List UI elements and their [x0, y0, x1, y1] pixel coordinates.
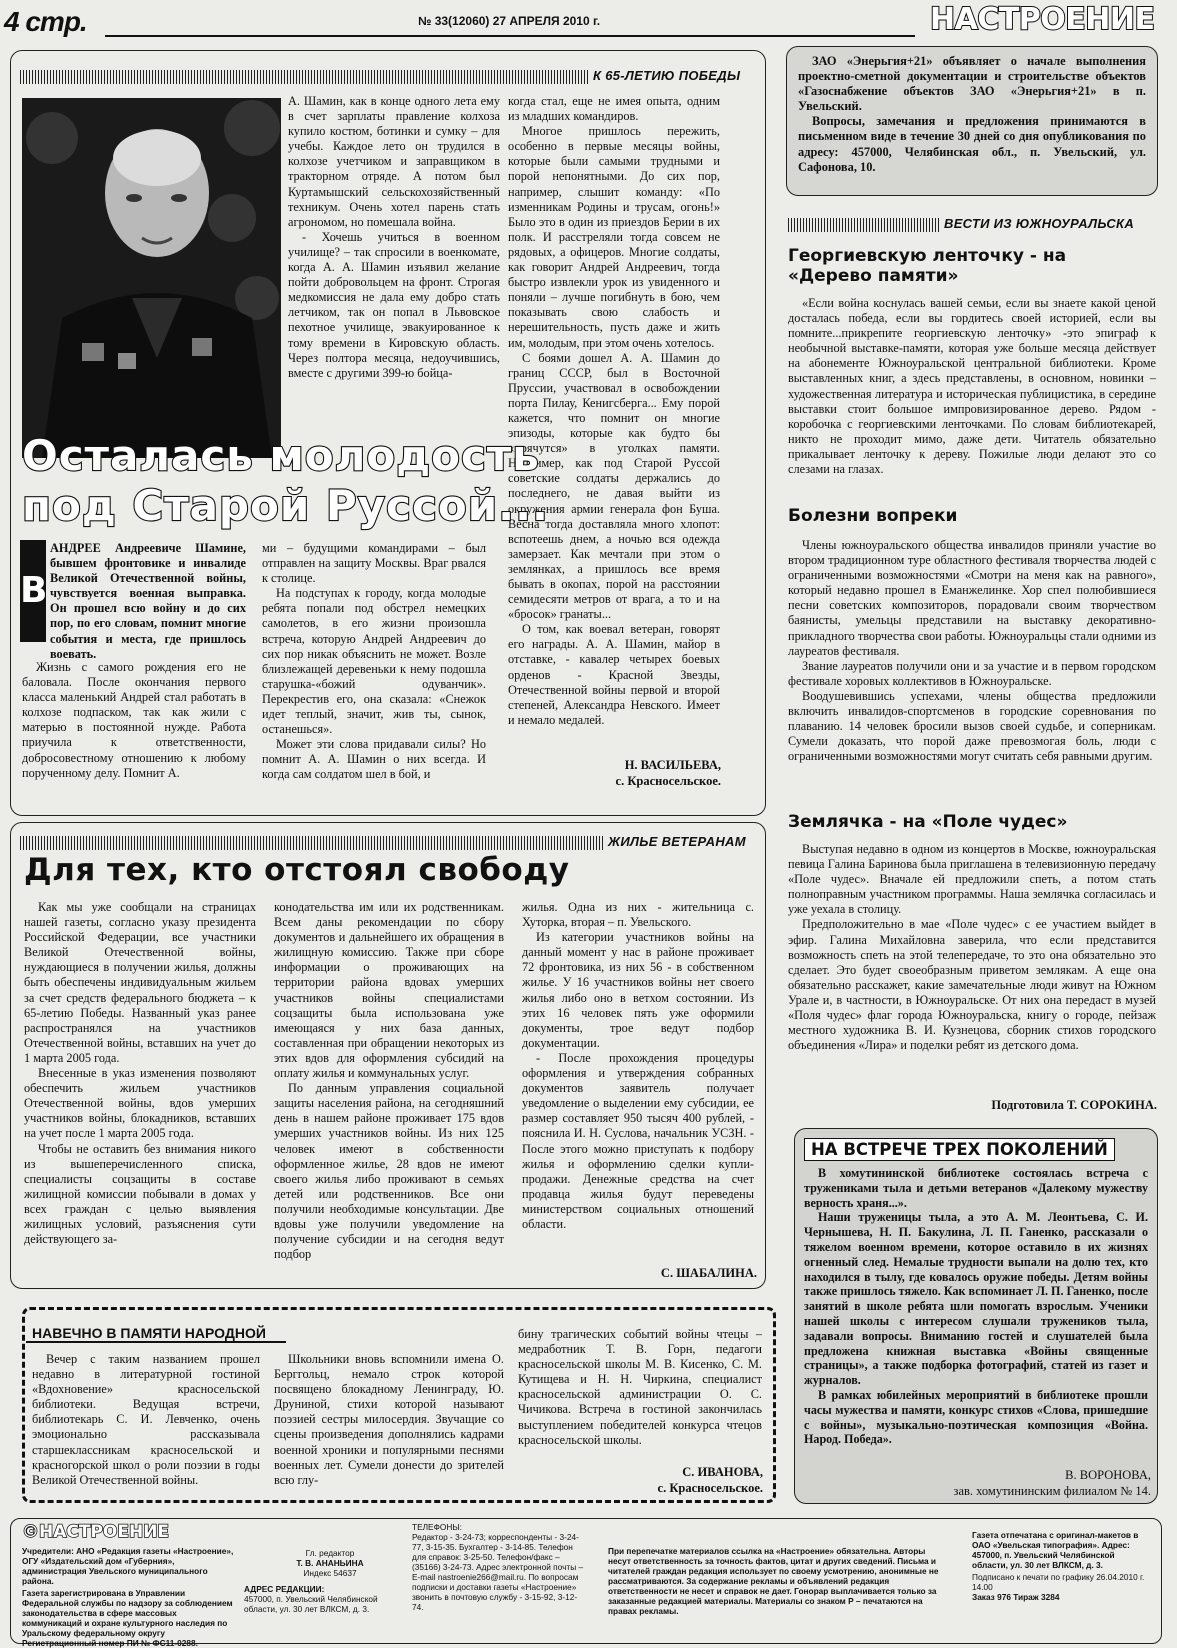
article-paragraph: жилья. Одна из них - жительница с. Хуторка, вторая – п. Увельского. — [522, 900, 754, 930]
page-number: 4 стр. — [4, 6, 87, 37]
order-text: Заказ 976 Тираж 3284 — [972, 1592, 1060, 1602]
south-text-1 — [788, 296, 1156, 477]
phones-label: ТЕЛЕФОНЫ: — [412, 1522, 462, 1532]
article-paragraph: Многое пришлось пережить, особенно в первые месяцы войны, которые были самыми трудными и порой непонятными. До сих пор, например, слышит команду: «По изменникам Родины и трусам, огонь!» Было это в один из приездов Берии в их полк. И расстреляли тогда совсем не рядовых, а офицеров. Многие солдаты, как говорит Андрей Андреевич, тогда быстро извлекли урок из увиденного и поняли – лучше погибнуть в бою, чем показывать свою слабость и нерешительность, пусть даже и жить им, молодым, при этом очень хотелось. — [508, 124, 720, 350]
drop-cap: В — [20, 540, 46, 642]
issue-line: № 33(12060) 27 АПРЕЛЯ 2010 г. — [418, 14, 601, 28]
article-paragraph: Школьники вновь вспомнили имена О. Берггольц, немало строк которой посвящено блокадному Ленинграду, Ю. Друниной, стихи которой называют поэзией сестры милосердия. Звучащие со сцены произведения дополнялись кадрами военной хроники и популярными песнями военных лет. Сумели донести до зрителей всю глу- — [274, 1352, 504, 1487]
editor-name: Т. В. АНАНЬИНА — [296, 1558, 364, 1568]
header-rule — [105, 35, 915, 37]
generations-title: НА ВСТРЕЧЕ ТРЕХ ПОКОЛЕНИЙ — [804, 1138, 1115, 1161]
article-paragraph: С боями дошел А. А. Шамин до границ СССР, был в Восточной Пруссии, участвовал в освобождении порта Пилау, Кенигсберга... Ему порой кажется, что помнит он многие эпизоды, которые как будто бы «прячутся» в уголках памяти. Например, как под Старой Руссой советские солдаты держались до последнего, не давая выйти из окружения армии генерала фон Буша. Весна тогда доставляла много хлопот: вспотеешь днем, а ночью вся одежда замерзает. Как мечтали при этом о землянках, а пришлось все время бывать в окопах, порой на расстоянии семидесяти метров от врага, а то и на «бросок» гранаты... — [508, 350, 720, 622]
registration-text: Газета зарегистрирована в Управлении Федеральной службы по надзору за соблюдением законодательства в сфере массовых коммуникаций и охране культурного наследия по Уральскому федеральному округу — [22, 1588, 233, 1638]
article-paragraph: Как мы уже сообщали на страницах нашей газеты, согласно указу президента Российской Федерации, все участники Великой Отечественной войны, нуждающиеся в получении жилья, должны быть обеспечены индивидуальным жильем за счет средств федерального бюджета – к 65-летию Победы. Названный указ ранее распространялся на участников Отечественной войны, вставших на учет до 1 марта 2005 года. — [24, 900, 256, 1065]
article-paragraph: В рамках юбилейных мероприятий в библиотеке прошли часы мужества и памяти, конкурс стихов «Слова, пришедшие с войны», музыкально-поэтическая композиция «Война. Народ. Победа». — [804, 1387, 1148, 1447]
memory-rubric: НАВЕЧНО В ПАМЯТИ НАРОДНОЙ — [28, 1325, 270, 1341]
footer-logo: ©НАСТРОЕНИЕ — [22, 1522, 170, 1542]
article-title-line1: Осталась молодость — [22, 431, 540, 480]
photo-illustration-icon — [22, 98, 281, 458]
south-author: Подготовила Т. СОРОКИНА. — [991, 1098, 1157, 1112]
article-paragraph: бину трагических событий войны чтецы – медработник Т. В. Горн, педагоги красносельской школы М. В. Кисенко, С. М. Кутищева и Н. Н. Чиркина, специалист красносельской администрации О. С. Чичикова. Встреча в гостиной закончилась выступлением победителей конкурса чтецов красносельской школы. — [518, 1327, 762, 1447]
article-paragraph: Вечер с таким названием прошел недавно в литературной гостиной «Вдохновение» красносельской библиотеки. Ведущая встречи, библиотекарь С. И. Левченко, очень эмоционально рассказывала старшеклассникам красносельской и красногорской школ о роли поэзии в годы Великой Отечественной войны. — [32, 1352, 260, 1487]
generations-author: В. ВОРОНОВА, — [1065, 1468, 1151, 1482]
article-paragraph: Звание лауреатов получили они и за участие и в первом городском фестивале хоровых коллективов в Южноуральске. — [788, 658, 1156, 688]
south-heading-1: Георгиевскую ленточку - на «Дерево памяти» — [788, 246, 1067, 286]
article-paragraph: Внесенные в указ изменения позволяют обеспечить жильем участников Отечественной войны, вдов умерших участников войны, блокадников, вставших на учет после 1 марта 2005 года. — [24, 1066, 256, 1141]
author-name: Н. ВАСИЛЬЕВА, — [624, 758, 721, 772]
article-paragraph: На подступах к городу, когда молодые ребята попали под обстрел немецких самолетов, в его жизни произошла встреча, которую Андрей Андреевич до сих пор никак объяснить не может. Возле близлежащей деревеньки к нему подошла старушка-«божий одуванчик». Перекрестив его, она сказала: «Снежок идет теплый, значит, жив ты, сынок, останешься». — [262, 586, 486, 737]
footer-founders — [22, 1546, 234, 1648]
article-column-c2 — [22, 660, 246, 781]
article-paragraph: По данным управления социальной защиты населения района, на сегодняшний день в нашем районе проживает 175 вдов умерших участников войны. Из них 125 человек имеют в собственности оформленное жилье, 28 вдов не имеют своего жилья либо проживают в семьях детей или родственников. Все они получили необходимые консультации. Две вдовы уже получили уведомление на получение субсидии и на сегодня ведут подбор — [274, 1081, 504, 1262]
article-paragraph: конодательства им или их родственникам. Всем даны рекомендации по сбору документов и дальнейшего их обращения в жилищную комиссию. Также при сборе информации о проживающих на территории района вдовах умерших участников войны специалистами соцзащиты была использована уже имеющаяся у них база данных, составленная при обращении некоторых из этих вдов для оформления субсидий на оплату жилья и коммунальных услуг. — [274, 900, 504, 1081]
rubric-south: ВЕСТИ ИЗ ЮЖНОУРАЛЬСКА — [944, 216, 1135, 231]
article-paragraph: В хомутининской библиотеке состоялась встреча с тружениками тыла и детьми ветеранов «Далекому мужеству верность храня...». — [804, 1166, 1148, 1210]
generations-position: зав. хомутининским филиалом № 14. — [953, 1484, 1151, 1498]
south-heading-2: Болезни вопреки — [788, 506, 958, 526]
memory-column-1 — [32, 1352, 260, 1488]
article-paragraph: А. Шамин, как в конце одного лета ему в счет зарплаты правление колхоза купило костюм, ботинки и сумку – для учебы. Каждое лето он трудился в колхозе учетчиком и заправщиком в тракторном отряде. А потом был Куртамышский сельскохозяйственный техникум. Очень хотел парень стать агрономом, но помешала война. — [288, 94, 500, 229]
article-paragraph: Наши труженицы тыла, а это А. М. Леонтьева, С. И. Чернышева, Н. П. Бакулина, Л. П. Ганенко, рассказали о тяжелом военном времени, которое оставило в их жизнях огненный след. Немалые трудности выпали на долю тех, кто находился в тылу, где ковалось оружие победы. Детям войны также пришлось тяжело. Как вспоминает Л. П. Ганенко, после занятий в школе ребята шли помогать взрослым. Ученики нашей школы с интересом слушали тружеников тыла, задавали вопросы. Вниманию гостей и слушателей была предложена книжная выставка «Войны священные страницы», а также подборка фотографий, статей из газет и журналов. — [804, 1210, 1148, 1388]
article-paragraph: ми – будущими командирами – был отправлен на защиту Москвы. Враг рвался к столице. — [262, 541, 486, 586]
housing-title: Для тех, кто отстоял свободу — [24, 852, 570, 888]
founders-text: Учредители: АНО «Редакция газеты «Настроение», ОГУ «Издательский дом «Губерния», администрация Увельского муниципального района. — [22, 1546, 234, 1586]
memory-rubric-rule — [26, 1341, 286, 1343]
veteran-photo — [22, 98, 281, 458]
printed-text: Газета отпечатана с оригинал-макетов в ОАО «Увельская типография». Адрес: 457000, п. Увельский Челябинской области, ул. 30 лет ВЛКСМ, д. 3. — [972, 1530, 1139, 1570]
article-lead: АНДРЕЕ Андреевиче Шамине, бывшем фронтовике и инвалиде Великой Отечественной войны, чувствуется военная выправка. Он прошел всю войну и до сих пор, по его словам, помнит многие события и места, где пришлось воевать. — [50, 541, 246, 661]
notice-paragraph-2: Вопросы, замечания и предложения принимаются в письменном виде в течение 30 дней со дня опубликования по адресу: 457000, Челябинская обл., п. Увельский, ул. Сафонова, 10. — [798, 114, 1146, 174]
article-paragraph: когда стал, еще не имея опыта, одним из младших командиров. — [508, 94, 720, 124]
article-paragraph: Предположительно в мае «Поле чудес» с ее участием выйдет в эфир. Галина Михайловна заверила, что если представится возможность спеть на этой телепередаче, то это она обязательно это сделает. Это будет своеобразным приветом землякам. А еще она обязательно расскажет, какие замечательные люди живут на Южном Урале и, в частности, в Южноуральске. От них она передаст в музей «Поля чудес» флаг города Южноуральска, книгу о городе, пейзаж местного художника В. И. Кузнецова, сборник стихов городского объединения «Лира» и поделки ребят из детского дома. — [788, 917, 1156, 1053]
phones-text: Редактор - 3-24-73; корреспонденты - 3-24-77, 3-15-35. Бухгалтер - 3-14-85. Телефон для справок: 3-25-50. Телефон/факс – (35166) 3-24-73. Адрес электронной почты – E-mail nastroenie266@mail.ru. По вопросам подписки и доставки газеты «Настроение» звонить в почтовую службу - 3-15-92, 3-12-74. — [412, 1532, 584, 1612]
registration-number: Регистрационный номер ПИ № ФС11-0288. — [22, 1638, 198, 1648]
south-text-2 — [788, 538, 1156, 764]
article-title-line2: под Старой Руссой... — [22, 481, 549, 530]
article-paragraph: О том, как воевал ветеран, говорят его награды. А. А. Шамин, майор в отставке, - кавалер четырех боевых орденов - Красной Звезды, Отечественной войны первой и второй степеней, Александра Невского. Имеет и немало медалей. — [508, 622, 720, 727]
editor-label: Гл. редактор — [305, 1548, 355, 1558]
south-text-3 — [788, 842, 1156, 1053]
housing-author: С. ШАБАЛИНА. — [660, 1266, 757, 1280]
rubric-victory: К 65-ЛЕТИЮ ПОБЕДЫ — [593, 68, 741, 83]
south-heading-3: Землячка - на «Поле чудес» — [788, 812, 1068, 832]
rubric-bar — [788, 218, 940, 232]
memory-place: с. Красносельское. — [657, 1481, 763, 1495]
article-column-d — [262, 541, 486, 783]
footer-printed — [972, 1530, 1152, 1602]
address-text: 457000, п. Увельский Челябинской области, ул. 30 лет ВЛКСМ, д. 3. — [244, 1594, 378, 1614]
footer-address — [244, 1584, 404, 1614]
notice-paragraph-1: ЗАО «Энерьгия+21» объявляет о начале выполнения проектно-сметной документации и строительстве объектов «Газоснабжение объектов ЗАО «Энерьгия+21» в п. Увельский. — [798, 54, 1146, 114]
rubric-bar — [20, 836, 605, 850]
memory-column-3 — [518, 1327, 762, 1448]
article-column-c — [50, 541, 246, 662]
article-paragraph: Чтобы не оставить без внимания никого из вышеперечисленного списка, специалисты соцзащиты в составе жилищной комиссии побывали в домах у всех граждан с целью выявления жилищных условий, разъяснения сути действующего за- — [24, 1141, 256, 1247]
generations-text — [804, 1166, 1148, 1447]
article-paragraph: Может эти слова придавали силы? Но помнит А. А. Шамин о них всегда. И когда сам солдатом шел в бой, и — [262, 737, 486, 782]
article-paragraph: «Если война коснулась вашей семьи, если вы знаете какой ценой досталась победа, если вы гордитесь своей историей, если вы помните...прикрепите георгиевскую ленточку» -это эпиграф к необычной выставке-памяти, которая уже больше месяца действует на абонементе Южноуральской центральной библиотеки. Кроме выставленных книг, а здесь представлены, в основном, новинки – художественная литература и историческая публицистика, в середине выставки стоит большое импровизированное дерево. Рядом - коробочка с георгиевскими ленточками. По словам библиотекарей, никто не проходит мимо, даже дети. Читатель обязательно прикалывает ленточку к дереву. Пожилые люди делают это со слезами на глазах. — [788, 296, 1156, 477]
notice-text — [798, 54, 1146, 175]
article-column-a — [288, 94, 500, 381]
article-paragraph: Из категории участников войны на данный момент у нас в районе проживает 72 фронтовика, из них 56 - в собственном жилье. У 16 участников войны нет своего жилья либо оно в ветхом состоянии. Из этих 16 человек пять уже оформили документы, трое ведут подбор документации. — [522, 930, 754, 1050]
article-paragraph: - Хочешь учиться в военном училище? – так спросили в военкомате, когда А. А. Шамин изъявил желание пойти добровольцем на фронт. Строгая медкомиссия не дала ему добро стать летчиком, так он попал в Львовское пехотное училище, эвакуированное к тому времени в Кировскую область. Через полтора месяца, недоучившись, вместе с другими 399-ю бойца- — [288, 229, 500, 380]
article-paragraph: Жизнь с самого рождения его не баловала. После окончания первого класса маленький Андрей стал работать в колхозе подпаском, так как жили с матерью в постоянной нужде. Работа приучила к ответственности, добросовестному отношению к любому порученному делу. Помнит А. — [22, 660, 246, 780]
article-column-b — [508, 94, 720, 728]
footer-phones — [412, 1522, 588, 1612]
rubric-bar — [20, 70, 590, 84]
article-paragraph: - После прохождения процедуры оформления и утверждения собранных документов заявитель получает уведомление о выделении ему субсидии, ее размер составляет 950 тысяч 400 рублей, - пояснила И. Н. Суслова, начальник УСЗН. - После этого можно приступать к подбору жилья и оформлению сделки купли-продажи. Денежные средства на счет продавца жилья будут переведены министерством социальных отношений области. — [522, 1050, 754, 1231]
author-place: с. Красносельское. — [615, 774, 721, 788]
housing-column-1 — [24, 900, 256, 1247]
article-paragraph: Выступая недавно в одном из концертов в Москве, южноуральская певица Галина Баринова была приглашена в телевизионную передачу «Поле чудес». Вначале ей предложили спеть, а потом стать полноправным участником программы. Наша землячка согласилась и уже уехала в столицу. — [788, 842, 1156, 917]
memory-column-2 — [274, 1352, 504, 1488]
footer-reprint: При перепечатке материалов ссылка на «Настроение» обязательна. Авторы несут ответственность за точность фактов, цитат и других сведений. Письма и читателей граждан редакция использует по своему усмотрению, анонимные не рассматриваются. За содержание рекламы и объявлений редакция ответственности не несет и справок не дает. Гонорар выплачивается только за заказанные редакцией материалы. Материалы со знаком Р – печатаются на правах рекламы. — [608, 1546, 939, 1616]
housing-column-3 — [522, 900, 754, 1232]
address-label: АДРЕС РЕДАКЦИИ: — [244, 1584, 325, 1594]
footer-editor — [270, 1548, 390, 1578]
article-paragraph: Члены южноуральского общества инвалидов приняли участие во втором традиционном туре областного фестиваля творчества людей с ограниченными возможностями «Смотри на меня как на равного», который недавно прошел в Еманжелинке. Хор спел полюбившиеся песни советских композиторов, порадовали своим творчеством баянисты, умельцы представили на выставку декоративно-прикладного творчества свои работы. Южноуральцы стали одними из лауреатов фестиваля. — [788, 538, 1156, 658]
article-paragraph: Воодушевившись успехами, члены общества предложили включить инвалидов-спортсменов в городские соревнования по плаванию. 14 человек бросили вызов своей судьбе, и соперникам. Сумели доказать, что порой даже превозмогая боль, люди с ограниченными возможностями могут считать себя равными другим. — [788, 688, 1156, 764]
signed-text: Подписано к печати по графику 26.04.2010 г. 14.00 — [972, 1572, 1145, 1592]
housing-column-2 — [274, 900, 504, 1262]
masthead: НАСТРОЕНИЕ — [930, 2, 1155, 37]
rubric-housing: ЖИЛЬЕ ВЕТЕРАНАМ — [608, 834, 746, 849]
subscription-index: Индекс 54637 — [303, 1568, 357, 1578]
memory-author: С. ИВАНОВА, — [682, 1465, 763, 1479]
